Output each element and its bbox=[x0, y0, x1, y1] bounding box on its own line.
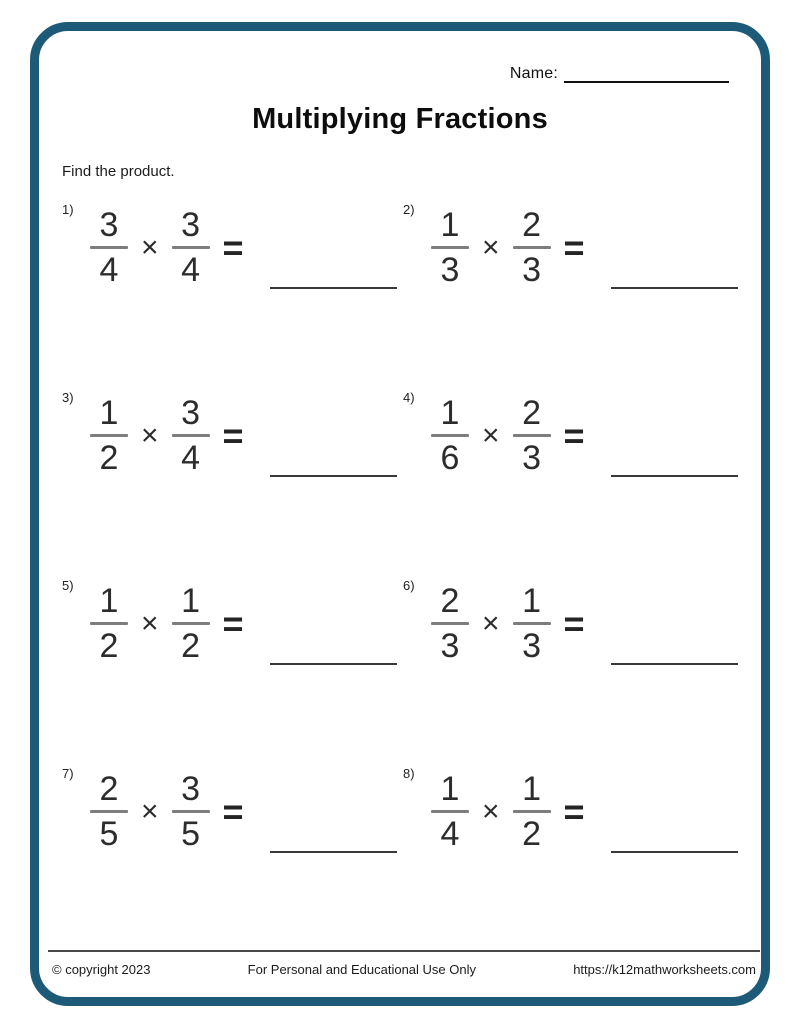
expression bbox=[89, 583, 397, 664]
fraction-denominator: 3 bbox=[522, 627, 541, 666]
fraction-numerator: 1 bbox=[440, 394, 460, 432]
fraction-denominator: 5 bbox=[181, 815, 200, 854]
fraction-numerator: 2 bbox=[440, 582, 460, 620]
answer-blank-line bbox=[611, 475, 738, 477]
fraction-1 bbox=[89, 207, 129, 288]
expression bbox=[430, 771, 738, 852]
fraction-denominator: 4 bbox=[99, 251, 119, 290]
equals-sign: = bbox=[563, 790, 585, 832]
fraction-numerator: 3 bbox=[99, 206, 119, 244]
fraction-numerator: 1 bbox=[522, 582, 541, 620]
fraction-bar bbox=[431, 246, 469, 249]
fraction-bar bbox=[90, 246, 128, 249]
fraction-numerator: 1 bbox=[99, 394, 119, 432]
fraction-1 bbox=[89, 771, 129, 852]
multiply-operator: × bbox=[482, 606, 500, 640]
fraction-numerator: 3 bbox=[181, 770, 200, 808]
footer-usage-text: For Personal and Educational Use Only bbox=[247, 962, 477, 977]
problem-1 bbox=[62, 200, 403, 388]
fraction-denominator: 4 bbox=[181, 439, 200, 478]
fraction-bar bbox=[431, 434, 469, 437]
multiply-operator: × bbox=[482, 418, 500, 452]
answer-blank-line bbox=[611, 287, 738, 289]
fraction-bar bbox=[513, 434, 551, 437]
problem-8 bbox=[403, 764, 744, 952]
fraction-bar bbox=[513, 810, 551, 813]
fraction-numerator: 1 bbox=[181, 582, 200, 620]
footer bbox=[48, 962, 760, 977]
fraction-numerator: 1 bbox=[440, 206, 460, 244]
answer-blank-line bbox=[270, 475, 397, 477]
problem-number: 5) bbox=[62, 578, 74, 593]
fraction-numerator: 2 bbox=[522, 206, 541, 244]
problem-6 bbox=[403, 576, 744, 764]
problem-number: 3) bbox=[62, 390, 74, 405]
multiply-operator: × bbox=[141, 418, 159, 452]
problem-number: 6) bbox=[403, 578, 415, 593]
expression bbox=[430, 583, 738, 664]
fraction-denominator: 2 bbox=[99, 627, 119, 666]
problem-number: 7) bbox=[62, 766, 74, 781]
fraction-denominator: 3 bbox=[440, 627, 460, 666]
problem-number: 8) bbox=[403, 766, 415, 781]
fraction-numerator: 2 bbox=[99, 770, 119, 808]
fraction-numerator: 1 bbox=[99, 582, 119, 620]
fraction-bar bbox=[513, 246, 551, 249]
expression bbox=[89, 207, 397, 288]
multiply-operator: × bbox=[482, 230, 500, 264]
fraction-2 bbox=[512, 583, 552, 664]
fraction-bar bbox=[90, 622, 128, 625]
expression bbox=[430, 207, 738, 288]
equals-sign: = bbox=[222, 226, 244, 268]
problem-number: 4) bbox=[403, 390, 415, 405]
multiply-operator: × bbox=[141, 606, 159, 640]
fraction-1 bbox=[430, 583, 470, 664]
answer-blank-line bbox=[611, 663, 738, 665]
fraction-bar bbox=[172, 622, 210, 625]
multiply-operator: × bbox=[141, 794, 159, 828]
fraction-bar bbox=[172, 246, 210, 249]
equals-sign: = bbox=[563, 602, 585, 644]
fraction-2 bbox=[171, 395, 211, 476]
fraction-2 bbox=[512, 207, 552, 288]
problem-3 bbox=[62, 388, 403, 576]
fraction-bar bbox=[172, 434, 210, 437]
fraction-denominator: 2 bbox=[181, 627, 200, 666]
answer-blank-line bbox=[270, 663, 397, 665]
fraction-numerator: 1 bbox=[440, 770, 460, 808]
footer-divider bbox=[48, 950, 760, 952]
fraction-2 bbox=[171, 583, 211, 664]
fraction-bar bbox=[431, 622, 469, 625]
page-title: Multiplying Fractions bbox=[252, 103, 548, 135]
fraction-1 bbox=[89, 583, 129, 664]
fraction-2 bbox=[171, 207, 211, 288]
fraction-numerator: 3 bbox=[181, 394, 200, 432]
fraction-1 bbox=[89, 395, 129, 476]
expression bbox=[89, 771, 397, 852]
expression bbox=[89, 395, 397, 476]
fraction-denominator: 5 bbox=[99, 815, 119, 854]
problems-grid bbox=[62, 200, 744, 952]
equals-sign: = bbox=[563, 226, 585, 268]
equals-sign: = bbox=[222, 790, 244, 832]
name-label: Name: bbox=[509, 65, 558, 82]
footer-copyright: © copyright 2023 bbox=[52, 962, 151, 977]
fraction-1 bbox=[430, 771, 470, 852]
fraction-1 bbox=[430, 395, 470, 476]
fraction-denominator: 3 bbox=[522, 251, 541, 290]
equals-sign: = bbox=[563, 414, 585, 456]
fraction-numerator: 3 bbox=[181, 206, 200, 244]
problem-5 bbox=[62, 576, 403, 764]
fraction-denominator: 6 bbox=[440, 439, 460, 478]
fraction-bar bbox=[431, 810, 469, 813]
fraction-denominator: 4 bbox=[181, 251, 200, 290]
problem-number: 1) bbox=[62, 202, 74, 217]
problem-2 bbox=[403, 200, 744, 388]
expression bbox=[430, 395, 738, 476]
fraction-bar bbox=[513, 622, 551, 625]
equals-sign: = bbox=[222, 602, 244, 644]
fraction-1 bbox=[430, 207, 470, 288]
multiply-operator: × bbox=[141, 230, 159, 264]
fraction-denominator: 3 bbox=[522, 439, 541, 478]
fraction-denominator: 3 bbox=[440, 251, 460, 290]
fraction-bar bbox=[90, 810, 128, 813]
name-row bbox=[510, 65, 729, 83]
instruction-text: Find the product. bbox=[62, 163, 175, 180]
answer-blank-line bbox=[270, 851, 397, 853]
fraction-2 bbox=[512, 395, 552, 476]
fraction-2 bbox=[512, 771, 552, 852]
fraction-bar bbox=[90, 434, 128, 437]
fraction-numerator: 2 bbox=[522, 394, 541, 432]
multiply-operator: × bbox=[482, 794, 500, 828]
name-blank-line bbox=[564, 65, 729, 83]
fraction-numerator: 1 bbox=[522, 770, 541, 808]
problem-number: 2) bbox=[403, 202, 415, 217]
fraction-denominator: 2 bbox=[99, 439, 119, 478]
footer-url: https://k12mathworksheets.com bbox=[573, 962, 756, 977]
problem-4 bbox=[403, 388, 744, 576]
answer-blank-line bbox=[611, 851, 738, 853]
equals-sign: = bbox=[222, 414, 244, 456]
answer-blank-line bbox=[270, 287, 397, 289]
fraction-2 bbox=[171, 771, 211, 852]
problem-7 bbox=[62, 764, 403, 952]
worksheet-border bbox=[30, 22, 770, 1006]
fraction-denominator: 2 bbox=[522, 815, 541, 854]
fraction-denominator: 4 bbox=[440, 815, 460, 854]
fraction-bar bbox=[172, 810, 210, 813]
